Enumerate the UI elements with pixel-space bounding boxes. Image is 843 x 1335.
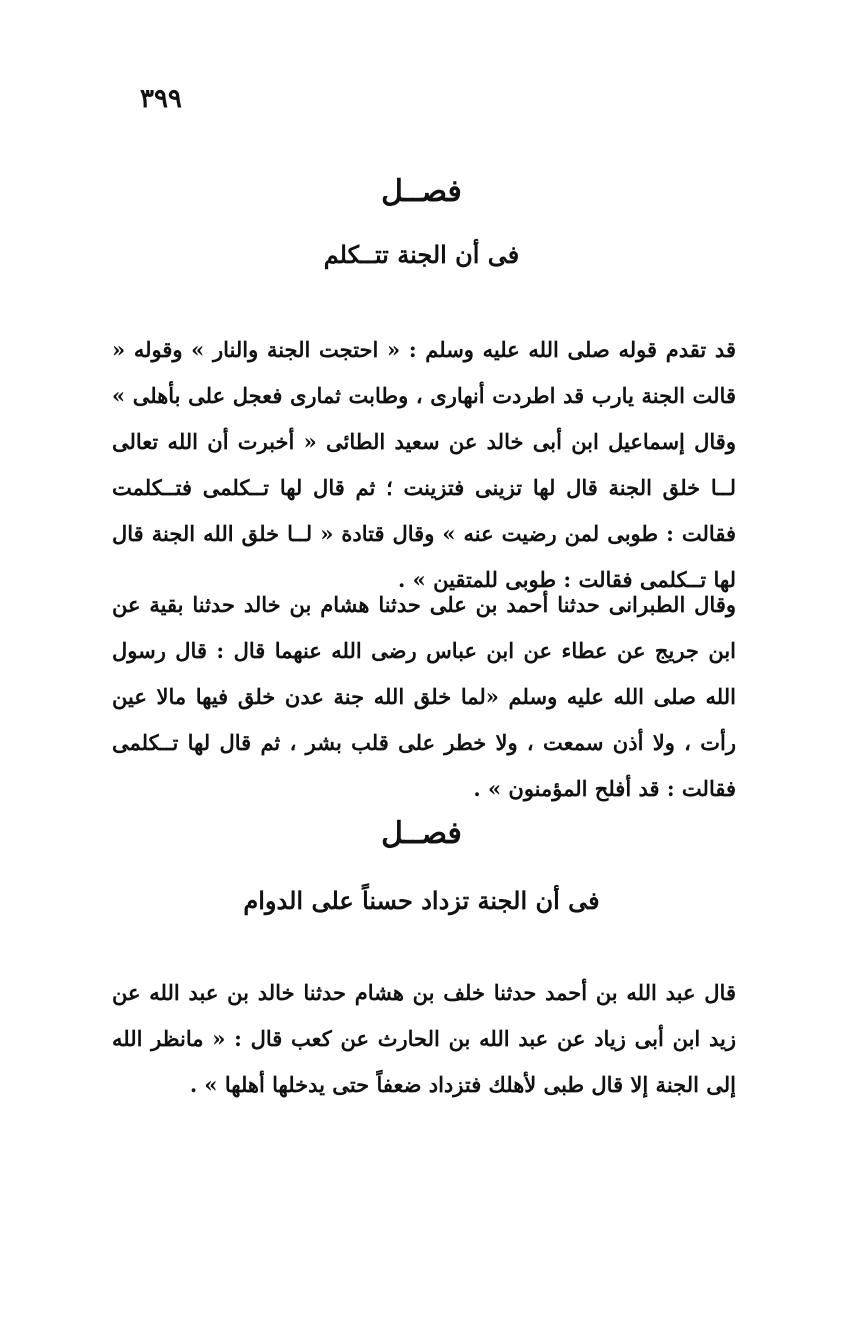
- section-subtitle: فى أن الجنة تزداد حسناً على الدوام: [243, 886, 600, 915]
- section-subtitle: فى أن الجنة تتــكلم: [323, 240, 520, 269]
- section-heading: فصــل: [381, 174, 462, 209]
- page-number: ٣٩٩: [140, 84, 182, 114]
- section-heading: فصــل: [381, 816, 462, 851]
- paragraph: قد تقدم قوله صلى الله عليه وسلم : « احتجت الجنة والنار » وقوله « قالت الجنة يارب قد اطردت أنهارى ، وطابت ثمارى فعجل على بأهلى » وقال إسماعيل ابن أبى خالد عن سعيد الطائى « أخبرت أن الله تعالى لــا خلق الجنة قال لها تزينى فتزينت ؛ ثم قال لها تــكلمى فتــكلمت فقالت : طوبى لمن رضيت عنه » وقال قتادة « لــا خلق الله الجنة قال لها تــكلمى فقالت : طوبى للمتقين » .: [112, 337, 736, 592]
- paragraph: قال عبد الله بن أحمد حدثنا خلف بن هشام حدثنا خالد بن عبد الله عن زيد ابن أبى زياد عن عبد الله بن الحارث عن كعب قال : « مانظر الله إلى الجنة إلا قال طبى لأهلك فتزداد ضعفاً حتى يدخلها أهلها » .: [112, 980, 736, 1097]
- paragraph: وقال الطبرانى حدثنا أحمد بن على حدثنا هشام بن خالد حدثنا بقية عن ابن جريج عن عطاء عن ابن عباس رضى الله عنهما قال : قال رسول الله صلى الله عليه وسلم «لما خلق الله جنة عدن خلق فيها مالا عين رأت ، ولا أذن سمعت ، ولا خطر على قلب بشر ، ثم قال لها تــكلمى فقالت : قد أفلح المؤمنون » .: [112, 592, 736, 801]
